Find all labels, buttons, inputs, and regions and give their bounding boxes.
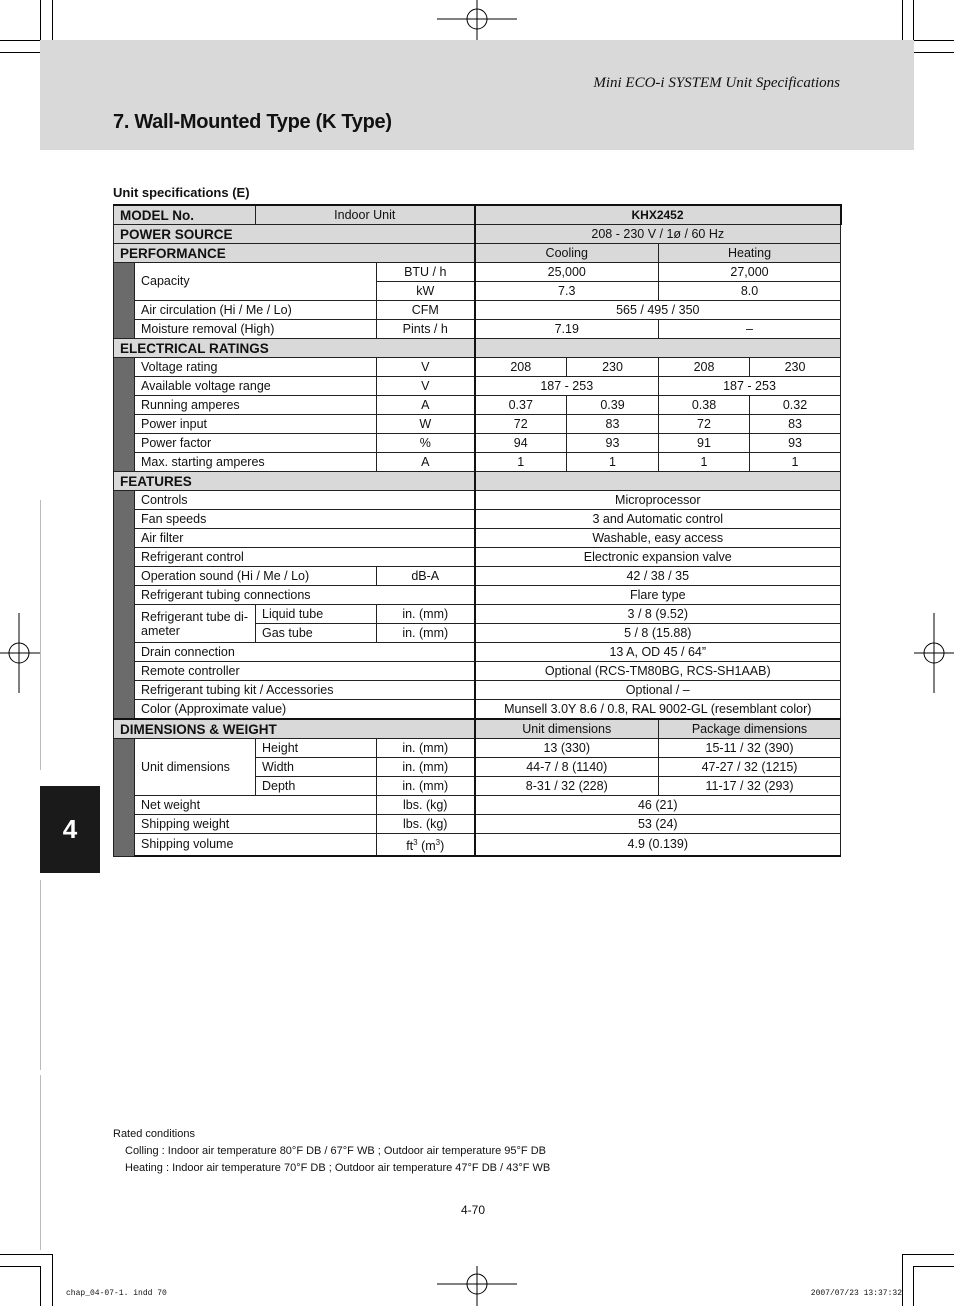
unit-dims-label: Unit dimensions xyxy=(135,739,256,796)
elec-label: Running amperes xyxy=(135,396,377,415)
ref-kit-value: Optional / – xyxy=(475,681,841,700)
air-filter-label: Air filter xyxy=(135,529,475,548)
avail-voltage-heating: 187 - 253 xyxy=(659,377,841,396)
net-weight-label: Net weight xyxy=(135,796,377,815)
registration-mark-icon xyxy=(0,613,40,693)
elec-value: 208 xyxy=(475,358,567,377)
moisture-unit: Pints / h xyxy=(377,320,475,339)
dim-label: Height xyxy=(256,739,377,758)
air-circulation-label: Air circulation (Hi / Me / Lo) xyxy=(135,301,377,320)
elec-value: 83 xyxy=(567,415,659,434)
table-row xyxy=(114,662,841,681)
dim-unit: in. (mm) xyxy=(377,777,475,796)
table-row xyxy=(114,377,841,396)
table-row xyxy=(114,320,841,339)
remote-value: Optional (RCS-TM80BG, RCS-SH1AAB) xyxy=(475,662,841,681)
cooling-header: Cooling xyxy=(475,244,659,263)
table-row xyxy=(114,434,841,453)
crop-mark xyxy=(0,1266,40,1267)
dim-unit-value: 8-31 / 32 (228) xyxy=(475,777,659,796)
electrical-row xyxy=(114,339,841,358)
net-weight-unit: lbs. (kg) xyxy=(377,796,475,815)
elec-value: 0.39 xyxy=(567,396,659,415)
crop-mark xyxy=(913,1266,914,1306)
table-row xyxy=(114,815,841,834)
power-source-label: POWER SOURCE xyxy=(114,225,475,244)
table-row xyxy=(114,415,841,434)
crop-mark xyxy=(902,1254,903,1306)
ref-kit-label: Refrigerant tubing kit / Accessories xyxy=(135,681,475,700)
crop-mark xyxy=(52,1254,53,1306)
elec-value: 1 xyxy=(659,453,750,472)
crop-mark xyxy=(914,40,954,41)
elec-label: Power factor xyxy=(135,434,377,453)
crop-mark xyxy=(40,1266,41,1306)
electrical-blank xyxy=(475,339,841,358)
indoor-unit-label: Indoor Unit xyxy=(256,205,475,225)
dim-unit-value: 13 (330) xyxy=(475,739,659,758)
dim-label: Width xyxy=(256,758,377,777)
elec-unit: W xyxy=(377,415,475,434)
performance-row xyxy=(114,244,841,263)
model-number: KHX2452 xyxy=(475,205,841,225)
dim-pkg-value: 15-11 / 32 (390) xyxy=(659,739,841,758)
table-row xyxy=(114,796,841,815)
crop-mark xyxy=(0,40,40,41)
ref-control-value: Electronic expansion valve xyxy=(475,548,841,567)
notes-line: Heating : Indoor air temperature 70°F DB ; Outdoor air temperature 47°F DB / 43°F WB xyxy=(125,1162,551,1174)
table-row xyxy=(114,301,841,320)
op-sound-label: Operation sound (Hi / Me / Lo) xyxy=(135,567,377,586)
net-weight-value: 46 (21) xyxy=(475,796,841,815)
avail-voltage-unit: V xyxy=(377,377,475,396)
pkg-dims-header: Package dimensions xyxy=(659,719,841,739)
ship-weight-value: 53 (24) xyxy=(475,815,841,834)
dim-unit-value: 44-7 / 8 (1140) xyxy=(475,758,659,777)
table-row xyxy=(114,263,841,282)
table-row xyxy=(114,491,841,510)
color-value: Munsell 3.0Y 8.6 / 0.8, RAL 9002-GL (resemblant color) xyxy=(475,700,841,720)
dim-pkg-value: 11-17 / 32 (293) xyxy=(659,777,841,796)
table-row xyxy=(114,605,841,624)
features-blank xyxy=(475,472,841,491)
side-bar xyxy=(114,358,135,472)
side-bar xyxy=(114,263,135,339)
air-circulation-unit: CFM xyxy=(377,301,475,320)
elec-value: 0.38 xyxy=(659,396,750,415)
table-row xyxy=(114,358,841,377)
table-row xyxy=(114,681,841,700)
dim-pkg-value: 47-27 / 32 (1215) xyxy=(659,758,841,777)
table-row xyxy=(114,586,841,605)
moisture-heating: – xyxy=(659,320,841,339)
electrical-label: ELECTRICAL RATINGS xyxy=(114,339,475,358)
gas-tube-unit: in. (mm) xyxy=(377,624,475,643)
model-label: MODEL No. xyxy=(114,205,256,225)
crop-mark xyxy=(913,0,914,40)
color-label: Color (Approximate value) xyxy=(135,700,475,720)
registration-mark-icon xyxy=(437,1266,517,1306)
date-slug: 2007/07/23 13:37:32 xyxy=(810,1289,902,1298)
fan-speeds-label: Fan speeds xyxy=(135,510,475,529)
kw-heating: 8.0 xyxy=(659,282,841,301)
elec-value: 72 xyxy=(659,415,750,434)
elec-label: Voltage rating xyxy=(135,358,377,377)
ref-tubing-conn-label: Refrigerant tubing connections xyxy=(135,586,475,605)
performance-label: PERFORMANCE xyxy=(114,244,475,263)
elec-unit: A xyxy=(377,453,475,472)
moisture-label: Moisture removal (High) xyxy=(135,320,377,339)
air-filter-value: Washable, easy access xyxy=(475,529,841,548)
btu-heating: 27,000 xyxy=(659,263,841,282)
ship-volume-label: Shipping volume xyxy=(135,834,377,857)
elec-value: 91 xyxy=(659,434,750,453)
ship-volume-value: 4.9 (0.139) xyxy=(475,834,841,857)
elec-unit: V xyxy=(377,358,475,377)
running-head: Mini ECO-i SYSTEM Unit Specifications xyxy=(593,75,840,91)
crop-mark xyxy=(40,0,41,40)
rated-conditions-notes xyxy=(113,1126,550,1177)
ship-volume-unit xyxy=(377,834,475,857)
elec-value: 83 xyxy=(750,415,841,434)
file-slug: chap_04-07-1. indd 70 xyxy=(66,1289,167,1298)
gas-tube-value: 5 / 8 (15.88) xyxy=(475,624,841,643)
elec-unit: A xyxy=(377,396,475,415)
elec-value: 1 xyxy=(567,453,659,472)
power-source-value: 208 - 230 V / 1ø / 60 Hz xyxy=(475,225,841,244)
registration-mark-icon xyxy=(437,0,517,40)
crop-mark xyxy=(0,1254,52,1255)
dim-unit: in. (mm) xyxy=(377,758,475,777)
air-circulation-value: 565 / 495 / 350 xyxy=(475,301,841,320)
table-row xyxy=(114,834,841,857)
page-title: 7. Wall-Mounted Type (K Type) xyxy=(113,111,392,133)
capacity-label: Capacity xyxy=(135,263,377,301)
controls-label: Controls xyxy=(135,491,475,510)
crop-mark xyxy=(914,1266,954,1267)
elec-value: 0.37 xyxy=(475,396,567,415)
elec-value: 93 xyxy=(567,434,659,453)
dim-unit: in. (mm) xyxy=(377,739,475,758)
drain-label: Drain connection xyxy=(135,643,475,662)
op-sound-value: 42 / 38 / 35 xyxy=(475,567,841,586)
table-row xyxy=(114,700,841,720)
unit-dims-header: Unit dimensions xyxy=(475,719,659,739)
ship-volume-unit-a: ft xyxy=(406,839,414,854)
controls-value: Microprocessor xyxy=(475,491,841,510)
ship-volume-unit-sup: 3 xyxy=(413,838,418,847)
kw-unit: kW xyxy=(377,282,475,301)
liquid-tube-value: 3 / 8 (9.52) xyxy=(475,605,841,624)
side-bar xyxy=(114,739,135,857)
section-title: Unit specifications (E) xyxy=(113,185,250,200)
dim-label: Depth xyxy=(256,777,377,796)
table-row xyxy=(114,529,841,548)
liquid-tube-label: Liquid tube xyxy=(256,605,377,624)
margin-guide xyxy=(40,1075,41,1250)
table-row xyxy=(114,548,841,567)
features-label: FEATURES xyxy=(114,472,475,491)
spec-table xyxy=(113,204,842,857)
notes-heading: Rated conditions xyxy=(113,1128,195,1140)
op-sound-unit: dB-A xyxy=(377,567,475,586)
features-row xyxy=(114,472,841,491)
liquid-tube-unit: in. (mm) xyxy=(377,605,475,624)
ship-weight-label: Shipping weight xyxy=(135,815,377,834)
drain-value: 13 A, OD 45 / 64” xyxy=(475,643,841,662)
btu-unit: BTU / h xyxy=(377,263,475,282)
elec-label: Max. starting amperes xyxy=(135,453,377,472)
ship-volume-unit-sup2: 3 xyxy=(435,838,441,847)
model-row xyxy=(114,205,841,225)
chapter-tab: 4 xyxy=(40,786,100,873)
table-row xyxy=(114,453,841,472)
avail-voltage-cooling: 187 - 253 xyxy=(475,377,659,396)
fan-speeds-value: 3 and Automatic control xyxy=(475,510,841,529)
elec-unit: % xyxy=(377,434,475,453)
remote-label: Remote controller xyxy=(135,662,475,681)
heating-header: Heating xyxy=(659,244,841,263)
ref-control-label: Refrigerant control xyxy=(135,548,475,567)
table-row xyxy=(114,643,841,662)
dimensions-label: DIMENSIONS & WEIGHT xyxy=(114,719,475,739)
notes-line: Colling : Indoor air temperature 80°F DB / 67°F WB ; Outdoor air temperature 95°F DB xyxy=(125,1145,546,1157)
ref-tube-dia-label: Refrigerant tube di-ameter xyxy=(135,605,256,643)
ship-volume-unit-c: ) xyxy=(440,839,445,854)
registration-mark-icon xyxy=(914,613,954,693)
table-row xyxy=(114,567,841,586)
ship-volume-unit-b: (m xyxy=(417,839,436,854)
table-row xyxy=(114,739,841,758)
margin-guide xyxy=(40,880,41,1070)
table-row xyxy=(114,510,841,529)
table-row xyxy=(114,396,841,415)
elec-value: 230 xyxy=(567,358,659,377)
ref-tubing-conn-value: Flare type xyxy=(475,586,841,605)
margin-guide xyxy=(40,500,41,770)
elec-value: 94 xyxy=(475,434,567,453)
elec-label: Power input xyxy=(135,415,377,434)
crop-mark xyxy=(902,1254,954,1255)
elec-value: 1 xyxy=(750,453,841,472)
avail-voltage-label: Available voltage range xyxy=(135,377,377,396)
kw-cooling: 7.3 xyxy=(475,282,659,301)
dimensions-row xyxy=(114,719,841,739)
elec-value: 230 xyxy=(750,358,841,377)
side-bar xyxy=(114,491,135,720)
page-number: 4-70 xyxy=(460,1203,486,1217)
elec-value: 208 xyxy=(659,358,750,377)
power-source-row xyxy=(114,225,841,244)
elec-value: 1 xyxy=(475,453,567,472)
elec-value: 72 xyxy=(475,415,567,434)
elec-value: 93 xyxy=(750,434,841,453)
ship-weight-unit: lbs. (kg) xyxy=(377,815,475,834)
elec-value: 0.32 xyxy=(750,396,841,415)
btu-cooling: 25,000 xyxy=(475,263,659,282)
moisture-cooling: 7.19 xyxy=(475,320,659,339)
gas-tube-label: Gas tube xyxy=(256,624,377,643)
